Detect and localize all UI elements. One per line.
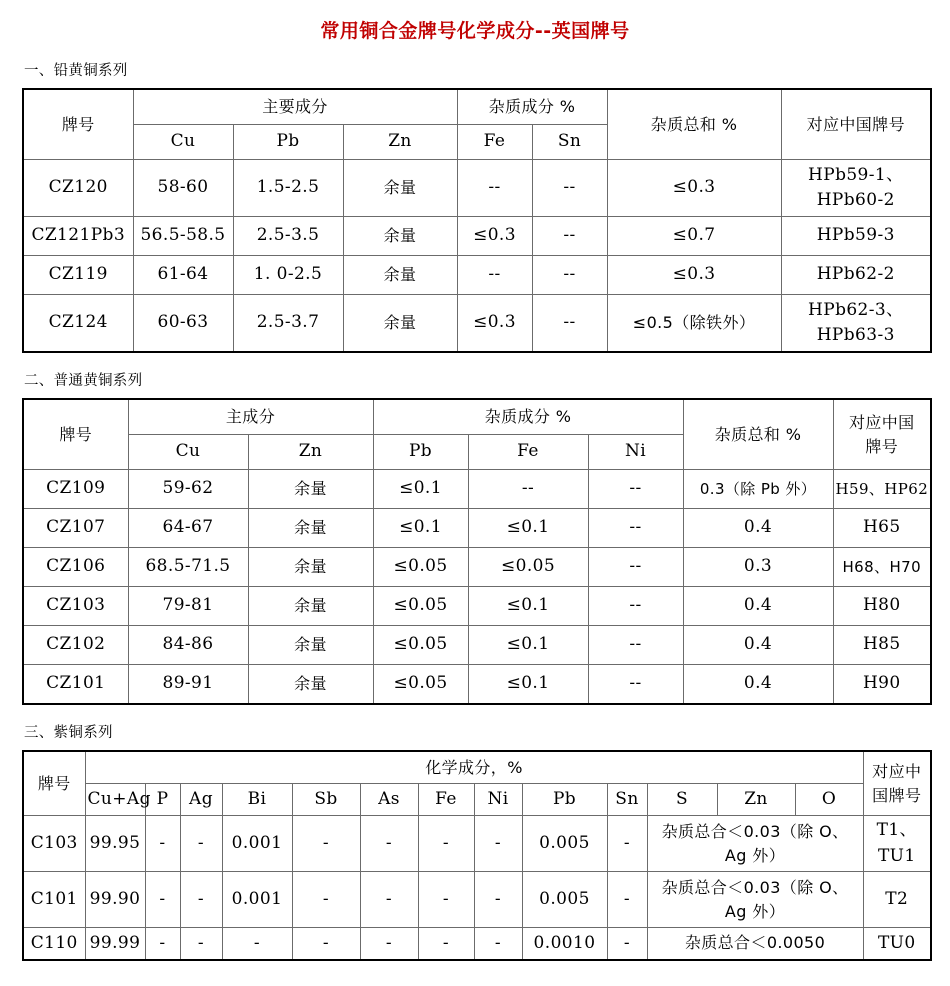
cell-cu: 68.5-71.5: [128, 548, 248, 587]
table-row: [23, 665, 931, 705]
cell-china-grade: H68、H70: [833, 548, 931, 587]
table-wrapper-ordinary-brass: [22, 398, 930, 705]
cell-pb: ≤0.1: [373, 509, 468, 548]
table-row: [23, 217, 931, 256]
cell-as: -: [360, 928, 418, 960]
cell-fe: ≤0.3: [457, 217, 532, 256]
cell-ni: --: [588, 665, 683, 705]
cell-pb: 0.0010: [522, 928, 607, 960]
table-row: [23, 928, 931, 960]
cell-ni: -: [474, 872, 522, 928]
header-impurity-total: 杂质总和 %: [683, 399, 833, 470]
subheader-zn: Zn: [343, 125, 457, 160]
cell-china-grade: TU0: [863, 928, 931, 960]
china-grade-line2: HPb63-3: [816, 325, 895, 345]
table-subheader-row: [23, 784, 931, 816]
subheader-cu: Cu: [128, 435, 248, 470]
subheader-fe: Fe: [418, 784, 474, 816]
cell-pb: 2.5-3.7: [233, 295, 343, 353]
cell-ni: --: [588, 470, 683, 509]
cell-p: -: [145, 816, 180, 872]
cell-cu-ag: 99.95: [85, 816, 145, 872]
impurity-note-line2: Ag 外）: [724, 901, 786, 921]
cell-code: CZ107: [23, 509, 128, 548]
table-row: [23, 548, 931, 587]
cell-sn: -: [607, 928, 647, 960]
cell-fe: ≤0.1: [468, 509, 588, 548]
cell-china-grade: H85: [833, 626, 931, 665]
cell-zn: 余量: [343, 256, 457, 295]
cell-ni: --: [588, 587, 683, 626]
cell-total: 0.3（除 Pb 外）: [683, 470, 833, 509]
cell-total: ≤0.7: [607, 217, 781, 256]
table-header-row: [23, 399, 931, 435]
document-page: [0, 16, 950, 986]
cell-china-grade: H65: [833, 509, 931, 548]
cell-pb: 1. 0-2.5: [233, 256, 343, 295]
table-wrapper-pure-copper: [22, 750, 930, 961]
cell-china-grade: HPb62-2: [781, 256, 931, 295]
cell-code: CZ124: [23, 295, 133, 353]
cell-ni: --: [588, 548, 683, 587]
cell-code: C103: [23, 816, 85, 872]
subheader-cu-ag: Cu+Ag: [85, 784, 145, 816]
cell-code: CZ101: [23, 665, 128, 705]
cell-pb: ≤0.05: [373, 548, 468, 587]
cell-ni: -: [474, 928, 522, 960]
cell-sn: -: [607, 872, 647, 928]
header-china-line1: 对应中国: [848, 412, 915, 432]
cell-cu: 61-64: [133, 256, 233, 295]
cell-total: 0.3: [683, 548, 833, 587]
cell-ag: -: [180, 816, 222, 872]
cell-fe: ≤0.1: [468, 626, 588, 665]
table-wrapper-lead-brass: [22, 88, 930, 353]
cell-total: 0.4: [683, 626, 833, 665]
table-pure-copper: [22, 750, 932, 961]
cell-total: ≤0.3: [607, 256, 781, 295]
cell-china-grade: T2: [863, 872, 931, 928]
table-row: [23, 872, 931, 928]
cell-ni: --: [588, 509, 683, 548]
cell-fe: -: [418, 816, 474, 872]
cell-fe: -: [418, 928, 474, 960]
cell-cu: 79-81: [128, 587, 248, 626]
cell-cu: 58-60: [133, 160, 233, 217]
cell-fe: --: [457, 256, 532, 295]
cell-china-grade: [781, 295, 931, 353]
cell-china-grade: HPb59-3: [781, 217, 931, 256]
page-title: 常用铜合金牌号化学成分--英国牌号: [320, 20, 630, 42]
impurity-note-line1: 杂质总合＜0.03（除 O、: [661, 877, 849, 897]
subheader-sb: Sb: [292, 784, 360, 816]
header-main-composition: 主成分: [128, 399, 373, 435]
cell-zn: 余量: [343, 217, 457, 256]
subheader-zn: Zn: [248, 435, 373, 470]
cell-china-grade: H80: [833, 587, 931, 626]
cell-sn: -: [607, 816, 647, 872]
cell-fe: ≤0.1: [468, 587, 588, 626]
cell-china-grade: [781, 160, 931, 217]
header-code: 牌号: [23, 399, 128, 470]
header-china-line2: 国牌号: [872, 785, 922, 805]
cell-sb: -: [292, 928, 360, 960]
cell-fe: ≤0.1: [468, 665, 588, 705]
cell-ag: -: [180, 872, 222, 928]
cell-fe: -: [418, 872, 474, 928]
header-china-line1: 对应中: [872, 761, 922, 781]
cell-sn: --: [532, 217, 607, 256]
table-row: [23, 509, 931, 548]
cell-sb: -: [292, 816, 360, 872]
cell-ag: -: [180, 928, 222, 960]
subheader-ni: Ni: [588, 435, 683, 470]
cell-total: 0.4: [683, 665, 833, 705]
subheader-p: P: [145, 784, 180, 816]
cell-pb: ≤0.1: [373, 470, 468, 509]
cell-code: CZ120: [23, 160, 133, 217]
cell-code: CZ109: [23, 470, 128, 509]
subheader-sn: Sn: [607, 784, 647, 816]
cell-cu-ag: 99.99: [85, 928, 145, 960]
china-grade-line1: HPb62-3、: [808, 299, 904, 320]
cell-sn: --: [532, 295, 607, 353]
cell-pb: 2.5-3.5: [233, 217, 343, 256]
cell-china-grade: T1、TU1: [863, 816, 931, 872]
table-row: [23, 160, 931, 217]
cell-pb: 0.005: [522, 872, 607, 928]
subheader-s: S: [647, 784, 717, 816]
subheader-pb: Pb: [233, 125, 343, 160]
subheader-sn: Sn: [532, 125, 607, 160]
section-heading-2: 二、普通黄铜系列: [24, 373, 143, 389]
cell-pb: ≤0.05: [373, 587, 468, 626]
subheader-ni: Ni: [474, 784, 522, 816]
table-ordinary-brass: [22, 398, 932, 705]
cell-pb: 1.5-2.5: [233, 160, 343, 217]
cell-total: ≤0.3: [607, 160, 781, 217]
header-china-grade: 对应中国牌号: [781, 89, 931, 160]
table-row: [23, 587, 931, 626]
cell-zn: 余量: [343, 160, 457, 217]
cell-p: -: [145, 872, 180, 928]
subheader-fe: Fe: [468, 435, 588, 470]
subheader-as: As: [360, 784, 418, 816]
cell-total: 0.4: [683, 587, 833, 626]
subheader-pb: Pb: [522, 784, 607, 816]
cell-zn: 余量: [248, 626, 373, 665]
section-heading-3: 三、紫铜系列: [24, 725, 113, 741]
cell-cu: 59-62: [128, 470, 248, 509]
subheader-o: O: [795, 784, 863, 816]
cell-pb: 0.005: [522, 816, 607, 872]
china-grade-line2: HPb60-2: [816, 190, 895, 210]
header-china-line2: 牌号: [865, 436, 899, 456]
cell-cu: 89-91: [128, 665, 248, 705]
subheader-bi: Bi: [222, 784, 292, 816]
impurity-note-line1: 杂质总合＜0.03（除 O、: [661, 821, 849, 841]
cell-fe: ≤0.3: [457, 295, 532, 353]
cell-zn: 余量: [343, 295, 457, 353]
section-heading-1: 一、铅黄铜系列: [24, 63, 128, 79]
cell-code: CZ121Pb3: [23, 217, 133, 256]
subheader-cu: Cu: [133, 125, 233, 160]
cell-fe: ≤0.05: [468, 548, 588, 587]
cell-impurity-note: 杂质总合＜0.0050: [647, 928, 863, 960]
cell-as: -: [360, 872, 418, 928]
cell-cu-ag: 99.90: [85, 872, 145, 928]
table-row: [23, 256, 931, 295]
cell-china-grade: H90: [833, 665, 931, 705]
cell-total: 0.4: [683, 509, 833, 548]
cell-total: ≤0.5（除铁外）: [607, 295, 781, 353]
table-row: [23, 626, 931, 665]
subheader-zn: Zn: [717, 784, 795, 816]
cell-sb: -: [292, 872, 360, 928]
cell-cu: 84-86: [128, 626, 248, 665]
cell-code: C101: [23, 872, 85, 928]
table-header-row: [23, 89, 931, 125]
cell-cu: 60-63: [133, 295, 233, 353]
cell-as: -: [360, 816, 418, 872]
cell-code: CZ106: [23, 548, 128, 587]
cell-zn: 余量: [248, 470, 373, 509]
cell-zn: 余量: [248, 548, 373, 587]
cell-sn: --: [532, 160, 607, 217]
subheader-fe: Fe: [457, 125, 532, 160]
cell-impurity-note: [647, 816, 863, 872]
china-grade-line1: HPb59-1、: [808, 164, 904, 185]
table-row: [23, 295, 931, 353]
cell-fe: --: [457, 160, 532, 217]
cell-ni: -: [474, 816, 522, 872]
cell-ni: --: [588, 626, 683, 665]
cell-fe: --: [468, 470, 588, 509]
header-impurity-total: 杂质总和 %: [607, 89, 781, 160]
cell-bi: 0.001: [222, 872, 292, 928]
subheader-ag: Ag: [180, 784, 222, 816]
table-header-row: [23, 751, 931, 784]
cell-china-grade: H59、HP62: [833, 470, 931, 509]
impurity-note-line2: Ag 外）: [724, 845, 786, 865]
subheader-pb: Pb: [373, 435, 468, 470]
cell-pb: ≤0.05: [373, 626, 468, 665]
cell-zn: 余量: [248, 509, 373, 548]
table-row: [23, 816, 931, 872]
header-code: 牌号: [23, 89, 133, 160]
cell-pb: ≤0.05: [373, 665, 468, 705]
cell-code: CZ119: [23, 256, 133, 295]
header-main-composition: 主要成分: [133, 89, 457, 125]
cell-code: CZ103: [23, 587, 128, 626]
header-chemical-composition: 化学成分，%: [85, 751, 863, 784]
cell-cu: 64-67: [128, 509, 248, 548]
table-lead-brass: [22, 88, 932, 353]
table-row: [23, 470, 931, 509]
cell-zn: 余量: [248, 587, 373, 626]
cell-impurity-note: [647, 872, 863, 928]
cell-bi: -: [222, 928, 292, 960]
cell-p: -: [145, 928, 180, 960]
header-impurity-composition: 杂质成分 %: [457, 89, 607, 125]
cell-bi: 0.001: [222, 816, 292, 872]
header-china-grade: [863, 751, 931, 816]
cell-cu: 56.5-58.5: [133, 217, 233, 256]
header-code: 牌号: [23, 751, 85, 816]
cell-sn: --: [532, 256, 607, 295]
header-impurity-composition: 杂质成分 %: [373, 399, 683, 435]
cell-code: CZ102: [23, 626, 128, 665]
cell-code: C110: [23, 928, 85, 960]
cell-zn: 余量: [248, 665, 373, 705]
header-china-grade: [833, 399, 931, 470]
